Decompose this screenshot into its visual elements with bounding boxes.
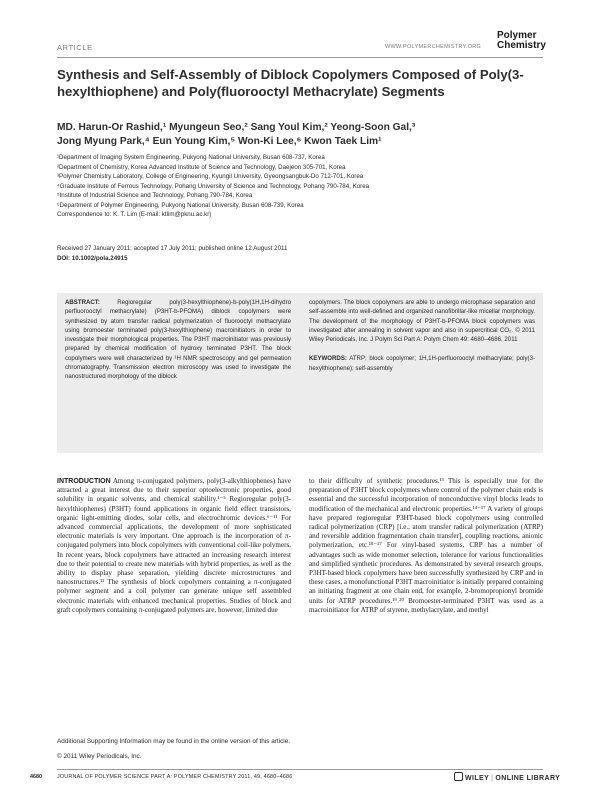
footer-divider [57,769,543,770]
header-divider [57,57,543,58]
keywords-text: ATRP; block copolymer; 1H,1H-perfluorooctyl methacrylate; poly(3-hexylthiophene); self-assembly [309,355,535,372]
body-right-column: to their difficulty of synthetic procedures.¹³ This is especially true for the preparation of P3HT block copolymers where control of the polymer chain ends is essential and the successful incorporation of nonconductive vinyl blocks leads to modification of the mechanical and electronic properties.¹⁴⁻¹⁷ A variety of groups have prepared regioregular P3HT-based block copolymers using controlled radical polymerization (CRP) [i.e., atom transfer radical polymerization (ATRP) and reversible addition fragmentation chain transfer], coupling reactions, anionic polymerization, etc.¹⁸⁻²⁷ For vinyl-based systems, CRP has a number of advantages such as wide monomer selection, tolerance for various functionalities and simplified synthetic procedures. As demonstrated by several research groups, P3HT-based block copolymers have been successfully synthesized by CRP and in these cases, a monofunctional P3HT macroinitiator is initially prepared containing an initiating fragment at one chain end, for example, 2-bromopropionyl bromide units for ATRP procedures.¹⁹˒²⁰ Bromoester-terminated P3HT was used as a macroinitiator for ATRP of styrene, methylacrylate, and methyl [309,477,543,614]
correspondence: Correspondence to: K. T. Lim (E-mail: ktlim@pknu.ac.kr) [57,211,212,218]
author-line: MD. Harun-Or Rashid,¹ Myungeun Seo,² Sang Youl Kim,² Yeong-Soon Gal,³ [57,122,416,133]
doi[interactable]: DOI: 10.1002/pola.24915 [57,254,128,262]
abstract-right-column [309,298,535,373]
affiliation: ²Department of Chemistry, Korea Advanced Institute of Science and Technology, Daejeon 305-701, Korea [57,163,346,171]
journal-url[interactable]: WWW.POLYMERCHEMISTRY.ORG [385,44,482,50]
publisher-wiley: WILEY [465,775,490,782]
keywords-label: KEYWORDS: [309,355,347,363]
publisher-library: ONLINE LIBRARY [495,775,561,782]
introduction-heading: INTRODUCTION [57,478,111,485]
introduction-text: Among π-conjugated polymers, poly(3-alkylthiophenes) have attracted a great interest due to their superior optoelectronic properties, good solubility in organic solvents, and chemical stability.¹⁻⁵ Regioregular poly(3-hexylthiophenes) (P3HT) found applications in organic field effect transistors, organic light-emitting diodes, solar cells, and electrochromic devices.⁶⁻¹¹ For advanced commercial applications, the development of more sophisticated electronic materials is very important. One approach is the incorporation of π-conjugated polymers into block copolymers with conventional coil-like polymers. In recent years, block copolymers have attracted an increasing research interest due to their potential to create new materials with hybrid properties, as well as the ability to display phase separation, yielding discrete microstructures and nanostructures.¹² The synthesis of block copolymers containing a π-conjugated polymer segment and a coil polymer can generate unique self assembled electronic materials with enhanced mechanical properties. Studies of block and graft copolymers containing π-conjugated polymers are, however, limited due [57,477,291,614]
affiliation: ⁵Institute of Industrial Science and Technology, Pohang 790-784, Korea [57,192,253,200]
affiliation: ⁶Department of Polymer Engineering, Pukyong National University, Busan 608-739, Korea [57,201,304,209]
keywords [309,354,535,373]
abstract-left-column [65,298,291,382]
publication-dates [57,244,287,263]
journal-logo-line1: Polymer [497,30,537,41]
section-label: ARTICLE [57,43,93,52]
supporting-info-note: Additional Supporting Information may be found in the online version of this article. [57,738,291,745]
publisher-separator: | [491,775,494,782]
body-left-column [57,477,291,615]
author-list [57,121,527,149]
copyright-note: © 2011 Wiley Periodicals, Inc. [57,753,142,760]
article-title: Synthesis and Self-Assembly of Diblock Copolymers Composed of Poly(3-hexylthiophene) and Poly(fluorooctyl Methacrylate) Segments [57,67,524,99]
affiliation-list [57,153,537,211]
author-line: Jong Myung Park,⁴ Eun Young Kim,⁵ Won-Ki Lee,⁶ Kwon Taek Lim¹ [57,136,382,147]
affiliation: ⁴Graduate Institute of Ferrous Technology, Pohang University of Science and Technology, Pohang 790-784, Korea [57,182,370,190]
affiliation: ¹Department of Imaging System Engineering, Pukyong National University, Busan 608-737, Korea [57,154,325,161]
abstract-label: ABSTRACT: [65,299,100,306]
abstract-text-continued: copolymers. The block copolymers are able to undergo microphase separation and self-assemble into well-defined and organized nanofibrillar-like micellar morphology. The development of the morphology of P3HT-b-PFOMA block copolymers was investigated after annealing in solvent vapor and also in supercritical CO₂. © 2011 Wiley Periodicals, Inc. J Polym Sci Part A: Polym Chem 49: 4680–4686, 2011 [309,299,535,344]
journal-logo [497,31,546,51]
page-number: 4680 [30,774,42,780]
received-dates: Received 27 January 2011; accepted 17 July 2011; published online 12 August 2011 [57,245,288,252]
affiliation: ³Polymer Chemistry Laboratory, College of Engineering, Kyungil University, Gyeongsangbuk-Do 712-701, Korea [57,173,364,181]
footer-journal-citation: JOURNAL OF POLYMER SCIENCE PART A: POLYMER CHEMISTRY 2011, 49, 4680–4686 [57,774,293,780]
wiley-icon [454,772,463,781]
abstract-text: Regioregular poly(3-hexylthiophene)-b-poly(1H,1H-dihydro perfluorooctyl methacrylate) (P3HT-b-PFOMA) diblock copolymers were synthesized by atom transfer radical polymerization of fluorooctyl methacrylate using bromoester terminated poly(3-hexylthiophene) macroinitiators in order to investigate their morphological properties. The P3HT macroinitiator was previously prepared by chemical modification of hydroxy terminated P3HT. The block copolymers were well characterized by ¹H NMR spectroscopy and gel permeation chromatography. Transmission electron microscopy was used to investigate the nanostructured morphology of the diblock [65,299,291,381]
journal-logo-line2: Chemistry [497,40,546,51]
publisher-logo[interactable] [454,772,560,782]
